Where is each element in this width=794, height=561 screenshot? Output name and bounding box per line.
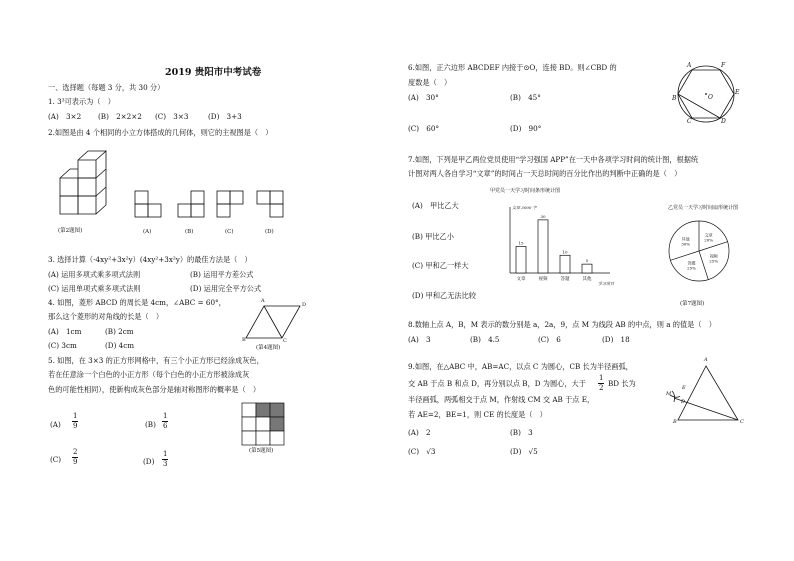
q5-option-b-fraction: [162, 413, 168, 430]
bar-3: [582, 264, 592, 273]
bar-category-label-2: 答题: [560, 277, 570, 282]
bar-category-label-1: 视频: [538, 277, 548, 282]
q9-option-a[interactable]: (A) 2: [408, 428, 431, 437]
q9-point-d: D: [681, 399, 686, 405]
q9-frac-numerator: 1: [599, 374, 604, 382]
pie-slice-percent-2: 25%: [687, 265, 696, 271]
q6-point-o: O: [708, 94, 713, 101]
q8-option-d[interactable]: (D) 18: [602, 335, 630, 344]
pie-slice-label-1: 视频: [709, 253, 718, 259]
q2-fig-caption: (第2题图): [58, 228, 83, 234]
q6-option-d[interactable]: (D) 90°: [510, 124, 542, 133]
q5-stem-line3: 色的可能性相同），使新构成灰色部分是轴对称图形的概率是（ ）: [48, 385, 261, 394]
q4-stem-line1: 4. 如图，菱形 ABCD 的周长是 4cm，∠ABC = 60°，: [48, 298, 226, 307]
q9-point-m: M: [666, 391, 672, 397]
q1-option-d[interactable]: (D) 3+3: [208, 112, 242, 121]
q6-stem-line2: 度数是（ ）: [408, 78, 452, 87]
bar-value-label-0: 15: [518, 240, 524, 246]
grid-cell-1-1: [256, 417, 270, 431]
q1-stem: 1. 3³可表示为（ ）: [48, 97, 115, 106]
q1-option-c[interactable]: (C) 3×3: [155, 112, 189, 121]
pie-slice-label-0: 文章: [704, 232, 713, 238]
q8-option-b[interactable]: (B) 4.5: [470, 335, 500, 344]
q5-b-numerator: 1: [163, 412, 168, 420]
q6-option-c[interactable]: (C) 60°: [408, 124, 440, 133]
q3-stem: 3. 选择计算（-4xy²+3x²y）(4xy²+3x²y）的最佳方法是（ ）: [48, 255, 252, 264]
q9-option-b[interactable]: (B) 3: [510, 428, 533, 437]
q3-option-b[interactable]: (B) 运用平方差公式: [190, 270, 254, 279]
q4-option-d[interactable]: (D) 4cm: [105, 341, 135, 350]
pie-slice-percent-0: 20%: [704, 237, 714, 243]
q9-option-c[interactable]: (C) √3: [408, 447, 436, 456]
q6-point-f: F: [721, 62, 726, 69]
q5-d-denominator: 3: [163, 460, 168, 468]
q9-stem-line3: 半径画弧，两弧相交于点 M，作射线 CM 交 AB 于点 E，: [408, 395, 595, 404]
grid-cell-0-0: [242, 403, 256, 417]
pie-slice-label-3: 其他: [681, 236, 690, 242]
q5-stem-line1: 5. 如图，在 3×3 的正方形网格中，有三个小正方形已经涂成灰色，: [48, 356, 264, 365]
grid-cell-2-2: [270, 431, 284, 445]
q9-frac-denominator: 2: [599, 384, 604, 392]
bar-category-label-0: 文章: [516, 277, 526, 282]
q6-hexagon-figure: [672, 61, 738, 123]
q2-label-d: (D): [265, 229, 274, 235]
bar-category-label-3: 其他: [582, 277, 592, 282]
q9-point-b: B: [673, 419, 677, 425]
q4-point-c: C: [283, 338, 287, 344]
q6-stem-line1: 6.如图，正六边形 ABCDEF 内接于⊙O，连接 BD。则∠CBD 的: [408, 63, 617, 72]
bar-value-label-1: 30: [540, 213, 546, 219]
pie-chart-title: 乙党员一天学习时间扇形统计图: [668, 205, 739, 211]
bar-chart-xlabel: 学习项目: [598, 281, 614, 286]
q2-stem: 2.如图是由 4 个相同的小立方体搭成的几何体，则它的主视图是（ ）: [48, 128, 273, 137]
q7-option-b[interactable]: (B) 甲比乙小: [412, 232, 454, 241]
pie-slice-label-2: 答题: [687, 260, 696, 266]
q5-d-numerator: 1: [163, 450, 168, 458]
q5-b-denominator: 6: [163, 422, 168, 430]
q6-point-c: C: [687, 118, 692, 125]
q6-point-a: A: [687, 62, 692, 69]
q9-triangle-figure: [670, 362, 744, 430]
grid-cell-0-1: [256, 403, 270, 417]
q2-option-b-view[interactable]: [177, 190, 217, 220]
q2-label-b: (B): [185, 229, 194, 235]
grid-cell-2-1: [256, 431, 270, 445]
q9-stem-line4: 若 AE=2，BE=1，则 CE 的长度是（ ）: [408, 410, 547, 419]
q9-point-a: A: [704, 357, 708, 363]
q7-option-a[interactable]: (A) 甲比乙大: [412, 201, 459, 210]
q5-c-numerator: 2: [73, 448, 78, 456]
q6-option-a[interactable]: (A) 30°: [408, 93, 439, 102]
q2-option-d-view[interactable]: [256, 190, 296, 220]
bar-value-label-2: 10: [562, 249, 568, 255]
q5-option-a-label[interactable]: (A): [50, 420, 61, 429]
bar-chart-title: 甲党员一天学习时间条形统计图: [490, 188, 561, 194]
pie-chart: [666, 218, 736, 288]
section-heading: 一、选择题（每题 3 分，共 30 分）: [48, 83, 165, 92]
q5-option-d-fraction: [162, 451, 168, 468]
q9-point-e: E: [682, 385, 686, 391]
grid-cell-2-0: [242, 431, 256, 445]
q2-label-c: (C): [225, 229, 234, 235]
q4-option-b[interactable]: (B) 2cm: [105, 327, 134, 336]
q4-fig-caption: (第4题图): [256, 345, 281, 351]
q8-stem: 8.数轴上点 A，B，M 表示的数分别是 a，2a，9，点 M 为线段 AB 的中点，则 a 的值是（ ）: [408, 320, 716, 329]
pie-slice-percent-3: 30%: [681, 241, 691, 247]
q5-option-b-label[interactable]: (B): [145, 420, 156, 429]
q5-option-c-label[interactable]: (C): [50, 455, 62, 464]
q4-option-a[interactable]: (A) 1cm: [48, 327, 82, 336]
q5-fig-caption: (第5题图): [249, 448, 274, 454]
q4-stem-line2: 那么这个菱形的对角线的长是（ ）: [48, 312, 164, 321]
q9-option-d[interactable]: (D) √5: [510, 447, 538, 456]
q1-option-b[interactable]: (B) 2×2×2: [98, 112, 142, 121]
q6-option-b[interactable]: (B) 45°: [510, 93, 541, 102]
q8-option-c[interactable]: (C) 6: [538, 335, 561, 344]
q5-a-numerator: 1: [73, 412, 78, 420]
q6-point-d: D: [721, 118, 726, 125]
q7-fig-caption: (第7题图): [680, 301, 705, 307]
q5-a-denominator: 9: [73, 422, 78, 430]
q9-stem-line2b: BD 长为: [608, 379, 636, 388]
page-title: 2019 贵阳市中考试卷: [165, 67, 262, 78]
q2-option-c-view[interactable]: [216, 190, 256, 220]
q4-point-a: A: [261, 298, 265, 304]
grid-cell-0-2: [270, 403, 284, 417]
q4-point-d: D: [302, 302, 307, 308]
q7-option-c[interactable]: (C) 甲和乙一样大: [412, 261, 469, 270]
q7-stem-line2: 计图对两人各自学习“文章”的时间占一天总时间的百分比作出的判断中正确的是（ ）: [408, 169, 682, 178]
q2-cube-figure: [50, 148, 122, 230]
q5-option-c-fraction: [72, 449, 78, 466]
q7-stem-line1: 7.如图，下列是甲乙两位党员使用“学习强国 APP”在一天中各项学习时间的统计图，根据统: [408, 155, 699, 164]
q6-point-e: E: [735, 89, 740, 96]
q2-label-a: (A): [143, 229, 152, 235]
q9-stem-line1: 9.如图，在△ABC 中，AB=AC，以点 C 为圆心，CB 长为半径画弧，: [408, 362, 633, 371]
q2-option-a-view[interactable]: [134, 190, 174, 220]
q8-option-a[interactable]: (A) 3: [408, 335, 431, 344]
q6-point-b: B: [672, 95, 677, 102]
grid-cell-1-0: [242, 417, 256, 431]
bar-2: [560, 255, 570, 273]
bar-1: [538, 220, 548, 273]
q5-option-a-fraction: [72, 413, 78, 430]
q5-grid-figure: [242, 403, 286, 447]
q7-option-d[interactable]: (D) 甲和乙无法比较: [412, 291, 476, 300]
bar-value-label-3: 5: [585, 258, 589, 264]
q9-half-fraction: [598, 375, 604, 392]
q4-rhombus-figure: [240, 298, 308, 343]
q5-option-d-label[interactable]: (D): [143, 457, 155, 466]
grid-cell-1-2: [270, 417, 284, 431]
q5-stem-line2: 若在任意涂一个白色的小正方形（每个白色的小正方形被涂成灰: [48, 370, 250, 379]
q9-point-c: C: [740, 419, 744, 425]
bar-chart-ylabel: 文章 3000 字: [512, 205, 537, 210]
q4-point-b: B: [242, 337, 246, 343]
q5-c-denominator: 9: [73, 458, 78, 466]
q1-option-a[interactable]: (A) 3×2: [48, 112, 82, 121]
q3-option-d[interactable]: (D) 运用完全平方公式: [190, 284, 262, 293]
q4-option-c[interactable]: (C) 3cm: [48, 341, 77, 350]
q3-option-a[interactable]: (A) 运用多项式乘多项式法则: [48, 270, 141, 279]
q3-option-c[interactable]: (C) 运用单项式乘多项式法则: [48, 284, 141, 293]
bar-0: [516, 246, 526, 273]
pie-slice-percent-1: 25%: [709, 258, 719, 264]
q9-stem-line2a: 交 AB 于点 B 和点 D，再分别以点 B，D 为圆心，大于: [408, 379, 586, 388]
